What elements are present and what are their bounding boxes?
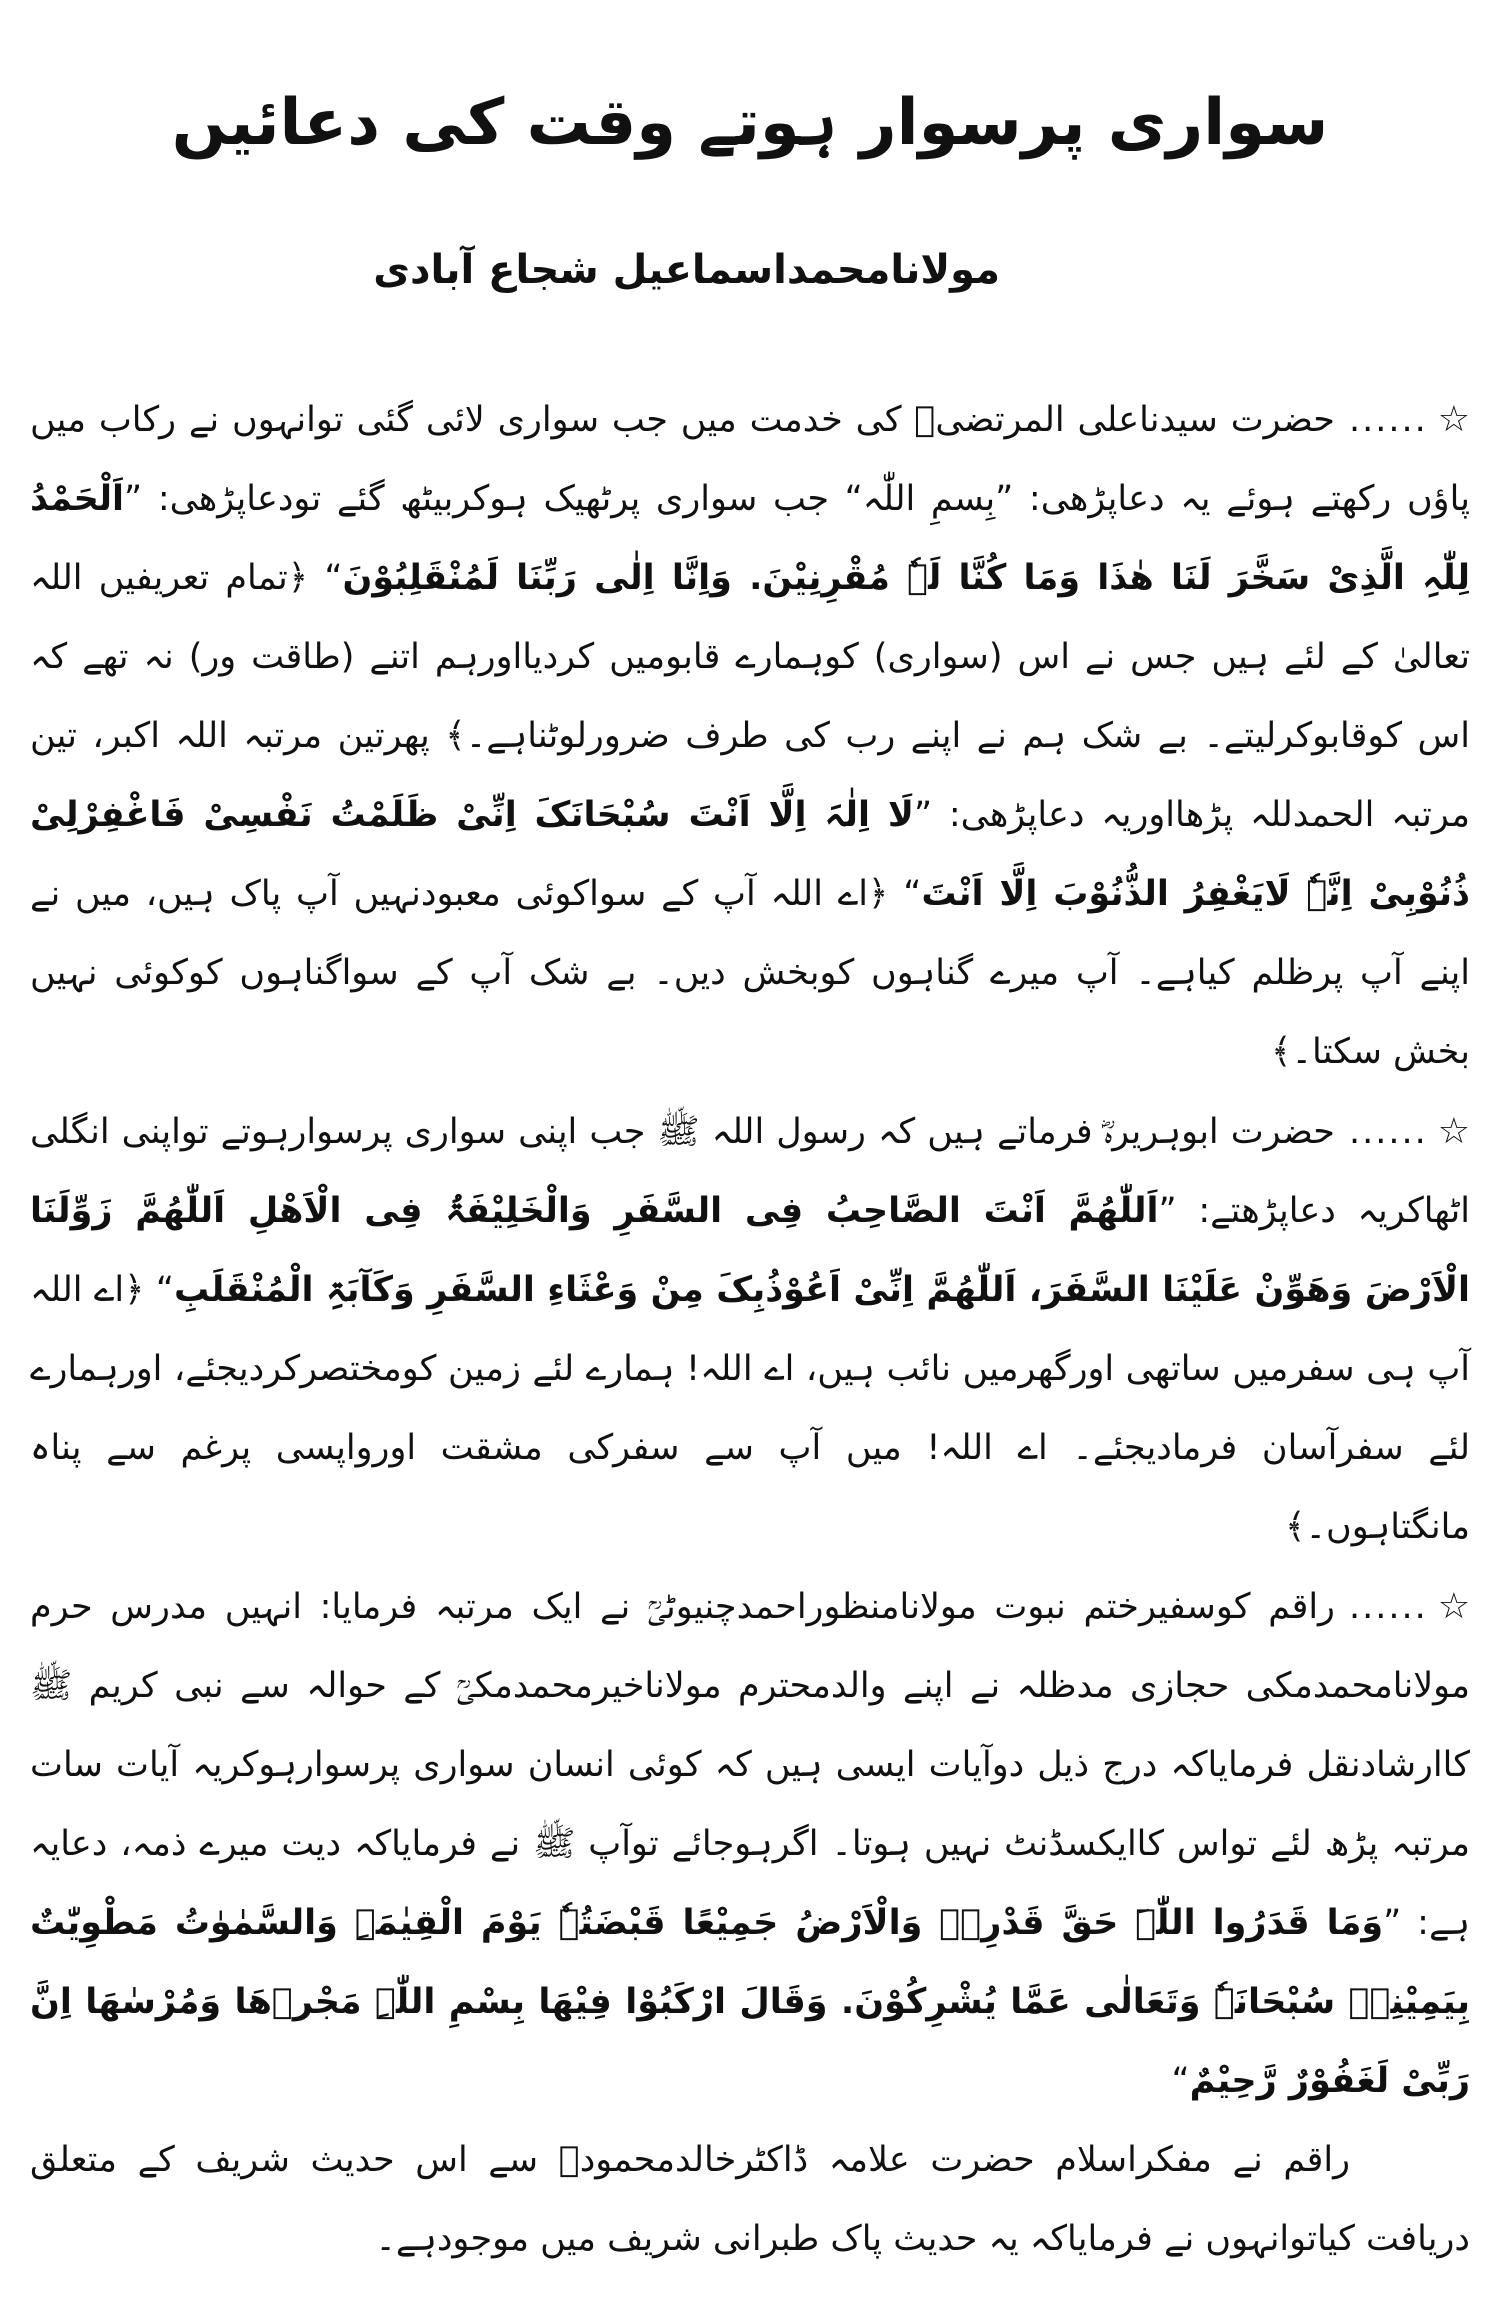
- paragraph-text: “: [1171, 2061, 1190, 2101]
- paragraph-lead: حضرت ابوہریرہؓ فرماتے ہیں کہ رسول اللہ ﷺ جب اپنی سواری پرسوارہوتے تواپنی انگلی اٹھاکریہ دعاپڑھتے: ”: [30, 1112, 1471, 1231]
- arabic-verse: وَمَا قَدَرُوا اللّٰہَ حَقَّ قَدْرِہٖ وَالْاَرْضُ جَمِیْعًا قَبْضَتُہٗ یَوْمَ الْقِیٰمَۃِ وَالسَّمٰوٰتُ مَطْوِیّٰتٌ بِیَمِیْنِہٖ سُبْحَانَہٗ وَتَعَالٰی عَمَّا یُشْرِکُوْنَ. وَقَالَ ارْکَبُوْا فِیْھَا بِسْمِ اللّٰہِ مَجْرٖھَا وَمُرْسٰھَا اِنَّ رَبِّیْ لَغَفُوْرٌ رَّحِیْمٌ: [30, 1903, 1470, 2101]
- paragraph-3: [30, 1567, 1470, 2121]
- document-page: [30, 0, 1470, 2300]
- leader-dots: ......: [1348, 400, 1428, 440]
- paragraph-text: “ ﴿اے اللہ آپ ہی سفرمیں ساتھی اورگھرمیں نائب ہیں، اے اللہ! ہمارے لئے زمین کومختصرکردیجئے، اورہمارے لئے سفرآسان فرمادیجئے۔ اے اللہ! میں آپ سے سفرکی مشقت اورواپسی پرغم سے پناہ مانگتاہوں۔﴾: [30, 1270, 1470, 1547]
- closing-paragraph: [30, 2121, 1470, 2279]
- closing-text: راقم نے مفکراسلام حضرت علامہ ڈاکٹرخالدمحمودؒ سے اس حدیث شریف کے متعلق دریافت کیاتوانہوں نے فرمایاکہ یہ حدیث پاک طبرانی شریف میں موجودہے۔: [30, 2140, 1470, 2259]
- page-title: سواری پرسوار ہوتے وقت کی دعائیں: [171, 86, 1329, 160]
- author-name: مولانامحمداسماعیل شجاع آبادی: [373, 247, 1000, 293]
- article-body: [30, 380, 1470, 2279]
- arabic-dua: لَا اِلٰہَ اِلَّا اَنْتَ سُبْحَانَکَ اِنِّیْ ظَلَمْتُ نَفْسِیْ فَاغْفِرْلِیْ ذُنُوْبِیْ اِنَّہٗ لَایَغْفِرُ الذُّنُوْبَ اِلَّا اَنْتَ: [30, 795, 1470, 914]
- arabic-dua: اَلْحَمْدُ لِلّٰہِ الَّذِیْ سَخَّرَ لَنَا ھٰذَا وَمَا کُنَّا لَہٗ مُقْرِنِیْنَ. وَاِنَّا اِلٰی رَبِّنَا لَمُنْقَلِبُوْنَ: [30, 479, 1470, 598]
- paragraph-text: “ ﴿اے اللہ آپ کے سواکوئی معبودنہیں آپ پاک ہیں، میں نے اپنے آپ پرظلم کیاہے۔ آپ میرے گناہوں کوبخش دیں۔ بے شک آپ کے سواگناہوں کوکوئی نہیں بخش سکتا۔﴾: [30, 874, 1470, 1072]
- paragraph-lead: راقم کوسفیرختم نبوت مولانامنظوراحمدچنیوٹیؒ نے ایک مرتبہ فرمایا: انہیں مدرس حرم مولانامحمدمکی حجازی مدظلہ نے اپنے والدمحترم مولاناخیرمحمدمکیؒ کے حوالہ سے نبی کریم ﷺ کاارشادنقل فرمایاکہ درج ذیل دوآیات ایسی ہیں کہ کوئی انسان سواری پرسوارہوکریہ آیات سات مرتبہ پڑھ لئے تواس کاایکسڈنٹ نہیں ہوتا۔ اگرہوجائے توآپ ﷺ نے فرمایاکہ دیت میرے ذمہ، دعایہ ہے: ”: [30, 1587, 1470, 1943]
- star-icon: ☆: [1437, 399, 1470, 440]
- leader-dots: ......: [1348, 1112, 1428, 1152]
- paragraph-lead: حضرت سیدناعلی المرتضیؓ کی خدمت میں جب سواری لائی گئی توانہوں نے رکاب میں پاؤں رکھتے ہوئے یہ دعاپڑھی: ”بِسمِ اللّٰہ“ جب سواری پرٹھیک ہوکربیٹھ گئے تودعاپڑھی: ”: [30, 400, 1470, 519]
- leader-dots: ......: [1348, 1587, 1428, 1627]
- arabic-dua: اَللّٰھُمَّ اَنْتَ الصَّاحِبُ فِی السَّفَرِ وَالْخَلِیْفَۃُ فِی الْاَھْلِ اَللّٰھُمَّ زَوِّلَنَا الْاَرْضَ وَھَوِّنْ عَلَیْنَا السَّفَرَ، اَللّٰھُمَّ اِنِّیْ اَعُوْذُبِکَ مِنْ وَعْثَاءِ السَّفَرِ وَکَآبَۃِ الْمُنْقَلَبِ: [30, 1191, 1470, 1310]
- paragraph-2: [30, 1092, 1470, 1567]
- paragraph-1: [30, 380, 1470, 1092]
- star-icon: ☆: [1437, 1111, 1470, 1152]
- star-icon: ☆: [1437, 1586, 1470, 1627]
- paragraph-text: “ ﴿تمام تعریفیں اللہ تعالیٰ کے لئے ہیں جس نے اس (سواری) کوہمارے قابومیں کردیااورہم اتنے (طاقت ور) نہ تھے کہ اس کوقابوکرلیتے۔ بے شک ہم نے اپنے رب کی طرف ضرورلوٹناہے۔﴾ پھرتین مرتبہ اللہ اکبر، تین مرتبہ الحمدللہ پڑھااوریہ دعاپڑھی: ”: [30, 558, 1470, 835]
